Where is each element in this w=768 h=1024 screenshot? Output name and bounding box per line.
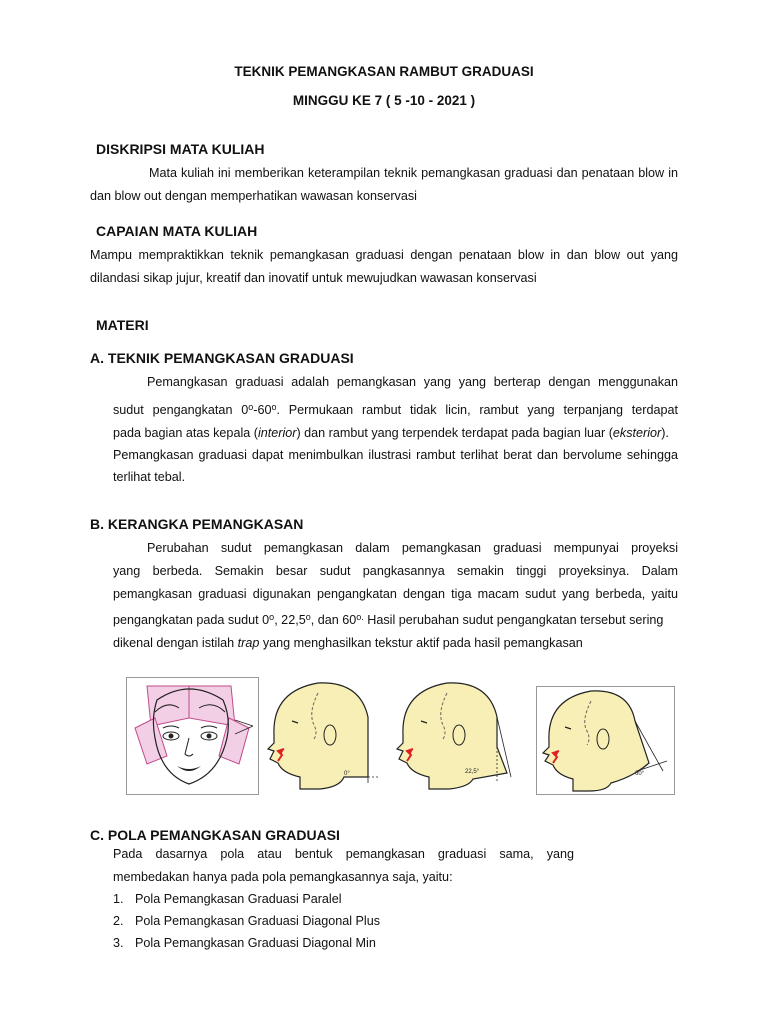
figure-profile-22-degree (389, 677, 519, 793)
document-title: TEKNIK PEMANGKASAN RAMBUT GRADUASI (234, 64, 534, 79)
figure-profile-0-degree (260, 677, 385, 793)
angle-label-0: 0° (344, 771, 350, 777)
list-item (113, 914, 381, 928)
angle-label-22: 22,5° (465, 769, 480, 775)
figure-front-face (126, 677, 259, 795)
profile-60-illustration (537, 687, 674, 794)
section-b-line-2: yang berbeda. Semakin besar sudut pangkasannya semakin tinggi proyeksinya. Dalam (113, 564, 678, 578)
section-a-line-4: Pemangkasan graduasi dapat menimbulkan ilustrasi rambut terlihat berat dan bervolume sehingga (113, 448, 678, 462)
section-b-line-5: dikenal dengan istilah trap yang menghasilkan tekstur aktif pada hasil pemangkasan (113, 636, 583, 650)
list-item (113, 936, 376, 950)
section-b-line-1: Perubahan sudut pemangkasan dalam pemangkasan graduasi mempunyai proyeksi (147, 541, 678, 555)
list-item-text: Pola Pemangkasan Graduasi Paralel (135, 892, 342, 906)
heading-capaian: CAPAIAN MATA KULIAH (96, 223, 258, 239)
list-item-number: 1. (113, 892, 124, 906)
heading-materi: MATERI (96, 317, 149, 333)
capaian-line-1: Mampu mempraktikkan teknik pemangkasan graduasi dengan penataan blow in dan blow out yang (90, 248, 678, 262)
front-face-illustration (127, 678, 258, 794)
list-item-text: Pola Pemangkasan Graduasi Diagonal Min (135, 936, 376, 950)
section-c-line-2: membedakan hanya pada pola pemangkasannya saja, yaitu: (113, 870, 453, 884)
profile-0-illustration (260, 677, 385, 793)
heading-section-c: C. POLA PEMANGKASAN GRADUASI (90, 827, 340, 843)
profile-22-illustration (389, 677, 519, 793)
section-a-line-3: pada bagian atas kepala (interior) dan rambut yang terpendek terdapat pada bagian luar (eksterior). (113, 426, 669, 440)
list-item-number: 2. (113, 914, 124, 928)
heading-section-b: B. KERANGKA PEMANGKASAN (90, 516, 304, 532)
section-b-line-4: pengangkatan pada sudut 0$^o$, 22,5$^o$, dan $60^{o.}$ Hasil perubahan sudut pengangkatan tersebut sering (113, 612, 664, 627)
section-a-line-5: terlihat tebal. (113, 470, 186, 484)
section-b-line-3: pemangkasan graduasi digunakan pengangkatan dengan tiga macam sudut yang berbeda, yaitu (113, 587, 678, 601)
section-a-line-2: sudut pengangkatan 0$^o$-60$^o$. Permukaan rambut tidak licin, rambut yang terpanjang terdapat (113, 402, 678, 417)
list-item (113, 892, 342, 906)
figure-profile-60-degree (536, 686, 675, 795)
diskripsi-line-1: Mata kuliah ini memberikan keterampilan teknik pemangkasan graduasi dan penataan blow in (149, 166, 678, 180)
list-item-number: 3. (113, 936, 124, 950)
diskripsi-line-2: dan blow out dengan memperhatikan wawasan konservasi (90, 189, 417, 203)
capaian-line-2: dilandasi sikap jujur, kreatif dan inovatif untuk mewujudkan wawasan konservasi (90, 271, 537, 285)
section-a-line-1: Pemangkasan graduasi adalah pemangkasan yang yang berterap dengan menggunakan (147, 375, 678, 389)
list-item-text: Pola Pemangkasan Graduasi Diagonal Plus (135, 914, 381, 928)
heading-section-a: A. TEKNIK PEMANGKASAN GRADUASI (90, 350, 354, 366)
section-c-line-1: Pada dasarnya pola atau bentuk pemangkasan graduasi sama, yang (113, 847, 574, 861)
angle-label-60: 60° (635, 771, 645, 777)
document-subtitle: MINGGU KE 7 ( 5 -10 - 2021 ) (292, 93, 476, 108)
heading-diskripsi: DISKRIPSI MATA KULIAH (96, 141, 265, 157)
